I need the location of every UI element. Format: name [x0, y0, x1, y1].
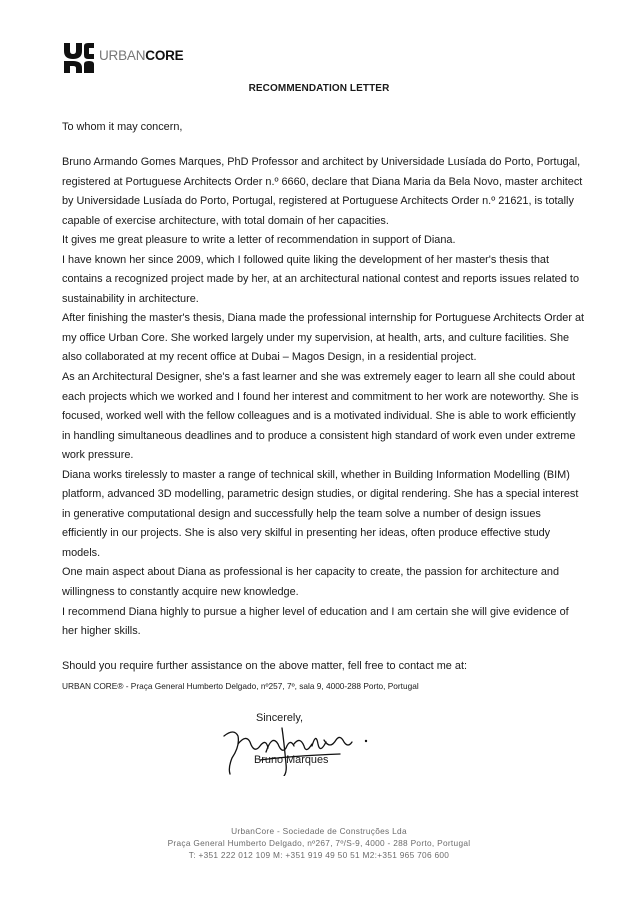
- body-line: As an Architectural Designer, she's a fast learner and she was extremely eager to learn all she could about: [62, 371, 576, 384]
- body-line: I recommend Diana highly to pursue a higher level of education and I am certain she will give evidence of: [62, 605, 569, 618]
- body-line: efficiently in our projects. She is also very skilful in presenting her ideas, often produce effective study: [62, 527, 551, 540]
- closing: Sincerely,: [256, 712, 304, 724]
- body-line: in generative computational design and successfully help the team solve a number of design issues: [62, 507, 541, 520]
- body-line: After finishing the master's thesis, Diana made the professional internship for Portuguese Architects Order at: [62, 312, 585, 325]
- body-line: her higher skills.: [62, 625, 141, 638]
- body-line: sustainability in architecture.: [62, 292, 199, 305]
- body-line: capable of exercise architecture, with total domain of her capacities.: [62, 214, 389, 227]
- body-line: in handling simultaneous deadlines and to produce a consistent high standard of work even under extreme: [62, 429, 576, 442]
- signer-name: Bruno Marques: [254, 754, 329, 766]
- body-line: by Universidade Lusíada do Porto, Portugal, registered at Portuguese Architects Order n.º 21621, is totally: [62, 195, 574, 208]
- logo-mark-icon: [63, 42, 95, 74]
- body-line: Bruno Armando Gomes Marques, PhD Professor and architect by Universidade Lusíada do Porto, Portugal,: [62, 156, 581, 168]
- contact-intro: Should you require further assistance on the above matter, fell free to contact me at:: [62, 660, 467, 672]
- contact-address: URBAN CORE® - Praça General Humberto Delgado, nº257, 7º, sala 9, 4000-288 Porto, Portugal: [62, 681, 419, 691]
- footer-address: Praça General Humberto Delgado, nº267, 7º/S-9, 4000 - 288 Porto, Portugal: [167, 838, 471, 848]
- body-line: I have known her since 2009, which I followed quite liking the development of her master's thesis that: [62, 253, 549, 266]
- logo-text-bold: CORE: [145, 48, 184, 63]
- letter-body: [62, 153, 584, 642]
- company-logo: [63, 42, 184, 76]
- body-line: It gives me great pleasure to write a letter of recommendation in support of Diana.: [62, 234, 456, 247]
- body-line: contains a recognized project made by her, at an architectural national contest and reports issues related to: [62, 273, 580, 286]
- footer-company-name: UrbanCore - Sociedade de Construções Lda: [231, 826, 407, 836]
- body-line: platform, advanced 3D modelling, parametric design studies, or digital rendering. She has a special interest: [62, 488, 579, 501]
- body-line: models.: [62, 546, 101, 559]
- body-line: work pressure.: [62, 449, 134, 462]
- body-line: One main aspect about Diana as professional is her capacity to create, the passion for architecture and: [62, 566, 560, 579]
- body-line: each projects which we worked and I found her interest and commitment to her work are noteworthy. She is: [62, 390, 579, 403]
- logo-text-light: URBAN: [99, 48, 146, 63]
- body-line: registered at Portuguese Architects Order n.º 6660, declare that Diana Maria da Bela Novo, master architect: [62, 175, 583, 188]
- letter-title: RECOMMENDATION LETTER: [248, 83, 390, 94]
- body-line: willingness to constantly acquire new knowledge.: [62, 586, 299, 599]
- logo-wordmark: [99, 48, 183, 63]
- company-footer: [0, 825, 638, 861]
- body-line: my office Urban Core. She worked largely under my supervision, at health, arts, and culture facilities. She: [62, 331, 570, 344]
- handwritten-signature: [220, 724, 370, 776]
- body-line: focused, worked well with the fellow colleagues and is a motivated individual. She is able to work efficiently: [62, 410, 576, 423]
- body-line: also collaborated at my recent office at Dubai – Magos Design, in a residential project.: [62, 351, 477, 364]
- greeting: To whom it may concern,: [62, 121, 183, 133]
- footer-phones: T: +351 222 012 109 M: +351 919 49 50 51 M2:+351 965 706 600: [188, 850, 450, 860]
- body-line: Diana works tirelessly to master a range of technical skill, whether in Building Information Modelling (BIM): [62, 468, 570, 481]
